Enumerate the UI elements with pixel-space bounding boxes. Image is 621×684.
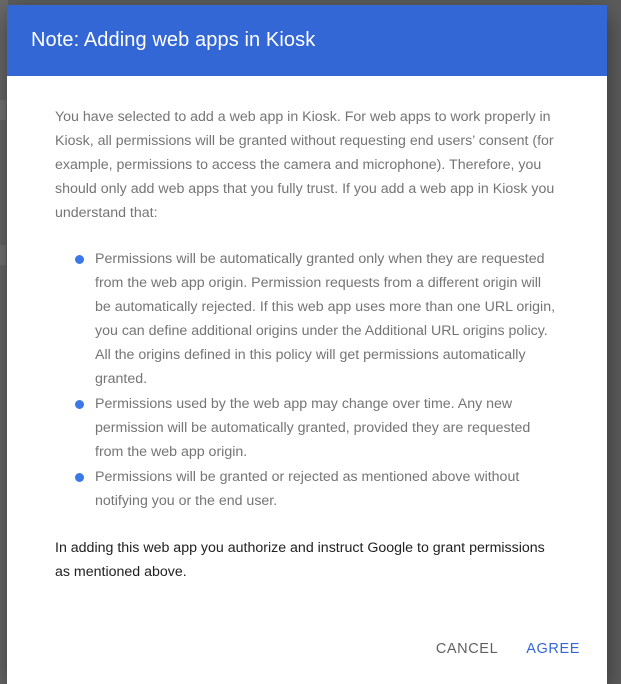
cancel-button[interactable]: CANCEL: [435, 641, 499, 657]
dialog-actions: [436, 641, 580, 657]
list-item-text: Permissions will be granted or rejected as mentioned above without notifying you or the end user.: [95, 469, 520, 509]
bullet-dot-icon: [75, 473, 84, 482]
list-item: [55, 392, 559, 464]
dialog-body: [7, 76, 607, 584]
dialog-title: Note: Adding web apps in Kiosk: [31, 29, 316, 51]
background-page-fragment: [0, 100, 6, 120]
intro-paragraph: You have selected to add a web app in Kiosk. For web apps to work properly in Kiosk, all permissions will be granted without requesting end users’ consent (for example, permissions to access the camera and microphone). Therefore, you should only add web apps that you fully trust. If you add a web app in Kiosk you understand that:: [55, 109, 555, 221]
list-item-text: Permissions will be automatically granted only when they are requested from the web app origin. Permission requests from a different origin will be automatically rejected. If this web app uses more than one URL origin, you can define additional origins under the Additional URL origins policy. All the origins defined in this policy will get permissions automatically granted.: [95, 251, 556, 387]
permission-notes-list: [55, 247, 559, 513]
background-page-fragment: [0, 245, 6, 265]
dialog-header: [7, 5, 607, 76]
kiosk-web-app-dialog: [7, 5, 607, 684]
list-item-text: Permissions used by the web app may change over time. Any new permission will be automatically granted, provided they are requested from the web app origin.: [95, 396, 531, 460]
list-item: [55, 247, 559, 391]
authorization-paragraph: In adding this web app you authorize and instruct Google to grant permissions as mentioned above.: [55, 540, 545, 580]
bullet-dot-icon: [75, 400, 84, 409]
agree-button[interactable]: AGREE: [526, 641, 580, 657]
bullet-dot-icon: [75, 255, 84, 264]
list-item: [55, 465, 559, 513]
